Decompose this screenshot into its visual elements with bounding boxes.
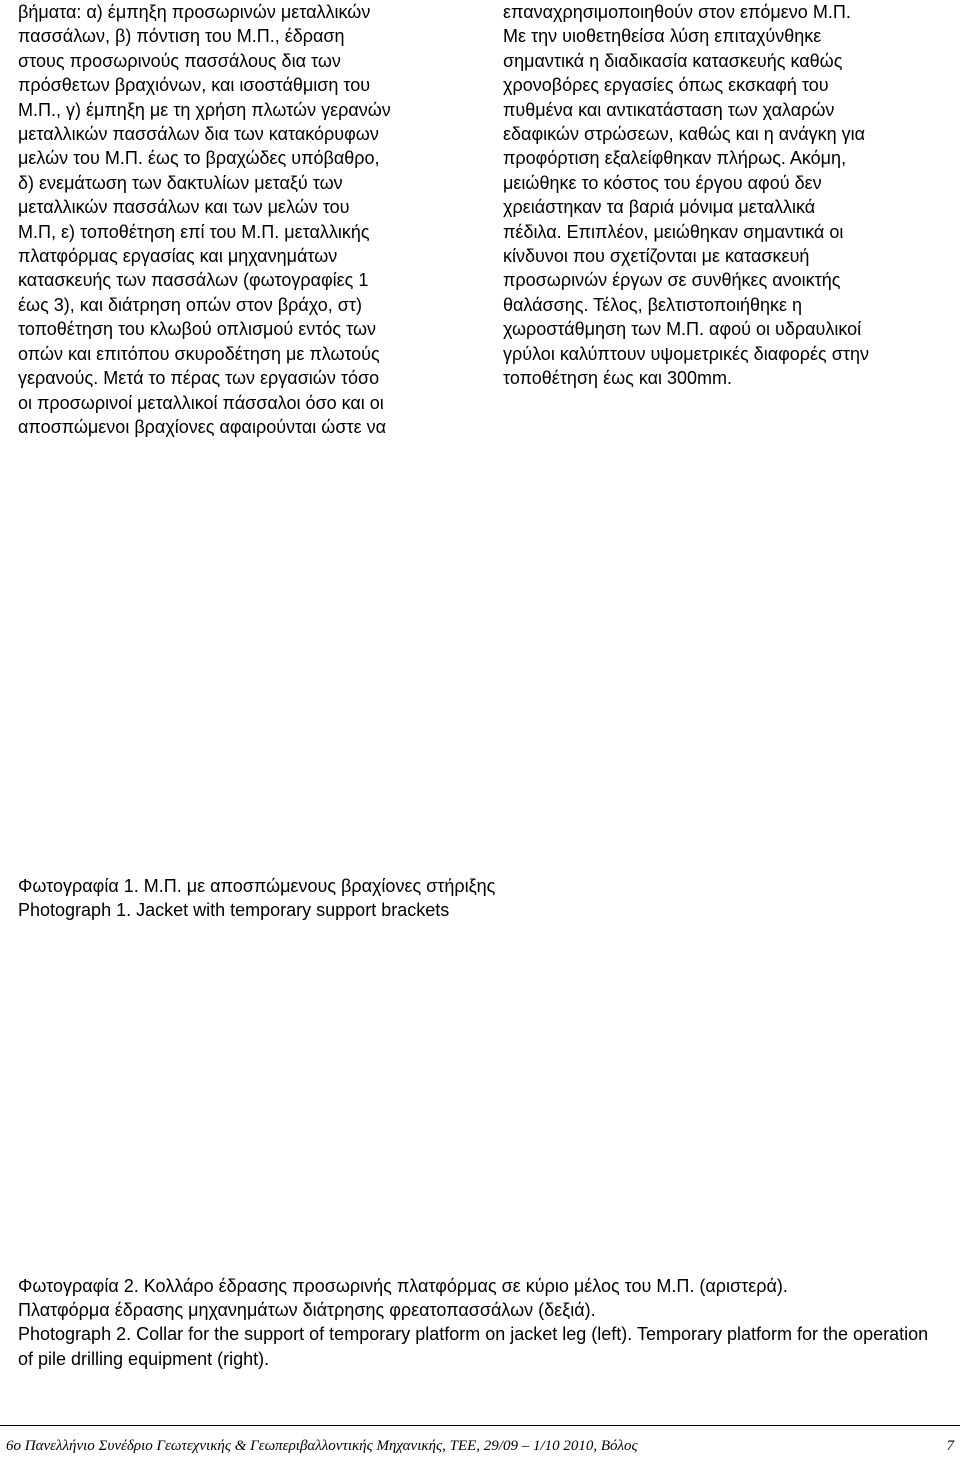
photo-1-caption-english: Photograph 1. Jacket with temporary support brackets <box>18 900 450 921</box>
footer-divider <box>0 1425 960 1426</box>
text-column-left <box>18 0 462 439</box>
photo-2-caption <box>18 1274 948 1371</box>
photo-2-caption-greek-line-2: Πλατφόρμα έδρασης μηχανημάτων διάτρησης φρεατοπασσάλων (δεξιά). <box>18 1300 596 1321</box>
body-paragraph-left: βήματα: α) έμπηξη προσωρινών μεταλλικών πασσάλων, β) πόντιση του Μ.Π., έδραση στους προσωρινούς πασσάλους δια των πρόσθετων βραχιόνων, και ισοστάθμιση του Μ.Π., γ) έμπηξη με τη χρήση πλωτών γερανών μεταλλικών πασσάλων δια των κατακόρυφων μελών του Μ.Π. έως το βραχώδες υπόβαθρο, δ) ενεμάτωση των δακτυλίων μεταξύ των μεταλλικών πασσάλων και των μελών του Μ.Π, ε) τοποθέτηση επί του Μ.Π. μεταλλικής πλατφόρμας εργασίας και μηχανημάτων κατασκευής των πασσάλων (φωτογραφίες 1 έως 3), και διάτρηση οπών στον βράχο, στ) τοποθέτηση του κλωβού οπλισμού εντός των οπών και επιτόπου σκυροδέτηση με πλωτούς γερανούς. Μετά το πέρας των εργασιών τόσο οι προσωρινοί μεταλλικοί πάσσαλοι όσο και οι αποσπώμενοι βραχίονες αφαιρούνται ώστε να <box>18 2 391 437</box>
photo-2-caption-greek-line-1: Φωτογραφία 2. Κολλάρο έδρασης προσωρινής πλατφόρμας σε κύριο μέλος του Μ.Π. (αριστερά). <box>18 1276 788 1296</box>
footer-conference-name: 6ο Πανελλήνιο Συνέδριο Γεωτεχνικής & Γεωπεριβαλλοντικής Μηχανικής, ΤΕΕ, 29/09 – 1/10 2010, Βόλος <box>6 1438 638 1454</box>
photo-1-caption <box>18 874 948 922</box>
text-column-right <box>503 0 946 391</box>
page-number: 7 <box>946 1438 954 1454</box>
photo-2-caption-english: Photograph 2. Collar for the support of temporary platform on jacket leg (left). Temporary platform for the operation of pile drilling equipment (right). <box>18 1324 929 1369</box>
body-paragraph-right: επαναχρησιμοποιηθούν στον επόμενο Μ.Π. Με την υιοθετηθείσα λύση επιταχύνθηκε σημαντικά η διαδικασία κατασκευής καθώς χρονοβόρες εργασίες όπως εκσκαφή του πυθμένα και αντικατάσταση των χαλαρών εδαφικών στρώσεων, καθώς και η ανάγκη για προφόρτιση εξαλείφθηκαν πλήρως. Ακόμη, μειώθηκε το κόστος του έργου αφού δεν χρειάστηκαν τα βαριά μόνιμα μεταλλικά πέδιλα. Επιπλέον, μειώθηκαν σημαντικά οι κίνδυνοι που σχετίζονται με κατασκευή προσωρινών έργων σε συνθήκες ανοικτής θαλάσσης. Τέλος, βελτιστοποιήθηκε η χωροστάθμηση των Μ.Π. αφού οι υδραυλικοί γρύλοι καλύπτουν υψομετρικές διαφορές στην τοποθέτηση έως και 300mm. <box>503 2 869 389</box>
photo-1-caption-greek: Φωτογραφία 1. Μ.Π. με αποσπώμενους βραχίονες στήριξης <box>18 876 496 896</box>
